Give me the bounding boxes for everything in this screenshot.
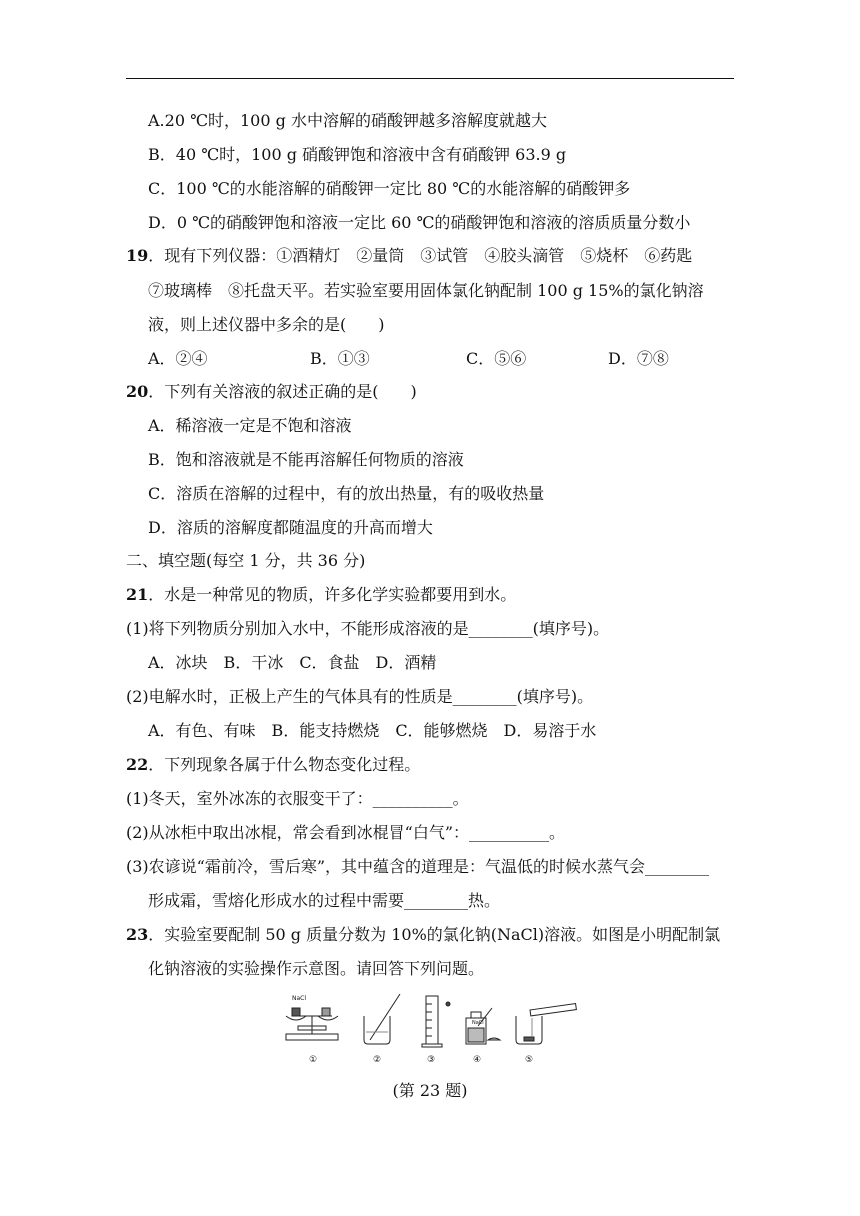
q18-option-b: B．40 ℃时，100 g 硝酸钾饱和溶液中含有硝酸钾 63.9 g <box>148 145 567 164</box>
q22-part3-line2: 形成霜，雪熔化形成水的过程中需要________热。 <box>148 891 501 910</box>
q19-option-c: C．⑤⑥ <box>466 349 527 368</box>
q20-stem <box>126 381 417 403</box>
balance-illustration <box>286 1008 338 1040</box>
q22-part3-line1: (3)农谚说“霜前冷，雪后寒”，其中蕴含的道理是：气温低的时候水蒸气会________ <box>126 857 710 876</box>
q20-option-c: C．溶质在溶解的过程中，有的放出热量，有的吸收热量 <box>148 484 545 503</box>
header-rule <box>126 78 734 79</box>
q23-stem-line2: 化钠溶液的实验操作示意图。请回答下列问题。 <box>148 959 485 978</box>
figure-label-5: ⑤ <box>525 1055 534 1065</box>
q20-option-d: D．溶质的溶解度都随温度的升高而增大 <box>148 518 433 537</box>
q21-stem <box>126 584 516 606</box>
q21-part2: (2)电解水时，正极上产生的气体具有的性质是________(填序号)。 <box>126 687 594 706</box>
q19-option-a: A．②④ <box>148 349 208 368</box>
q18-option-a: A.20 ℃时，100 g 水中溶解的硝酸钾越多溶解度就越大 <box>148 111 547 130</box>
q19-stem-text: ．现有下列仪器：①酒精灯 ②量筒 ③试管 ④胶头滴管 ⑤烧杯 ⑥药匙 <box>148 246 693 265</box>
q22-part2: (2)从冰柜中取出冰棍，常会看到冰棍冒“白气”：__________。 <box>126 823 566 842</box>
figure-caption: (第 23 题) <box>392 1081 468 1100</box>
figure-label-nacl-1: NaCl <box>292 995 307 1002</box>
q22-part1: (1)冬天，室外冰冻的衣服变干了：__________。 <box>126 789 469 808</box>
q22-number: 22 <box>126 755 149 774</box>
section-heading: 二、填空题(每空 1 分，共 36 分) <box>126 551 366 570</box>
q21-part1-options: A．冰块 B．干冰 C．食盐 D．酒精 <box>148 653 437 672</box>
q19-stem-line2: ⑦玻璃棒 ⑧托盘天平。若实验室要用固体氯化钠配制 100 g 15%的氯化钠溶 <box>148 281 704 300</box>
q21-part2-options: A．有色、有味 B．能支持燃烧 C．能够燃烧 D．易溶于水 <box>148 721 597 740</box>
q19-stem-line1 <box>126 245 692 267</box>
q19-option-d: D．⑦⑧ <box>608 349 669 368</box>
q18-option-d: D．0 ℃的硝酸钾饱和溶液一定比 60 ℃的硝酸钾饱和溶液的溶质质量分数小 <box>148 213 691 232</box>
q19-stem-line3: 液，则上述仪器中多余的是( ) <box>148 315 385 334</box>
q20-stem-text: ．下列有关溶液的叙述正确的是( ) <box>148 382 417 401</box>
reagent-bottle-illustration <box>466 1008 500 1044</box>
figure-label-4: ④ <box>473 1055 482 1065</box>
pouring-beaker-illustration <box>516 1004 576 1044</box>
beaker-rod-illustration <box>364 994 400 1044</box>
q21-number: 21 <box>126 585 149 604</box>
q18-option-c: C．100 ℃的水能溶解的硝酸钾一定比 80 ℃的水能溶解的硝酸钾多 <box>148 179 631 198</box>
q23-number: 23 <box>126 925 149 944</box>
lab-operations-figure <box>280 990 585 1068</box>
cylinder-illustration <box>422 996 450 1047</box>
q22-stem <box>126 754 420 776</box>
q21-stem-text: ．水是一种常见的物质，许多化学实验都要用到水。 <box>148 585 517 604</box>
q22-stem-text: ．下列现象各属于什么物态变化过程。 <box>148 755 421 774</box>
figure-label-3: ③ <box>427 1055 436 1065</box>
q20-option-a: A．稀溶液一定是不饱和溶液 <box>148 416 352 435</box>
q20-number: 20 <box>126 382 149 401</box>
q19-number: 19 <box>126 246 149 265</box>
figure-label-2: ② <box>373 1055 382 1065</box>
figure-label-1: ① <box>309 1055 318 1065</box>
q23-stem-text: ．实验室要配制 50 g 质量分数为 10%的氯化钠(NaCl)溶液。如图是小明配制氯 <box>148 925 721 944</box>
q23-stem-line1 <box>126 924 720 946</box>
q21-part1: (1)将下列物质分别加入水中，不能形成溶液的是________(填序号)。 <box>126 619 610 638</box>
figure-label-nacl-2: NaCl <box>472 1020 484 1026</box>
q20-option-b: B．饱和溶液就是不能再溶解任何物质的溶液 <box>148 450 464 469</box>
q19-option-b: B．①③ <box>310 349 370 368</box>
